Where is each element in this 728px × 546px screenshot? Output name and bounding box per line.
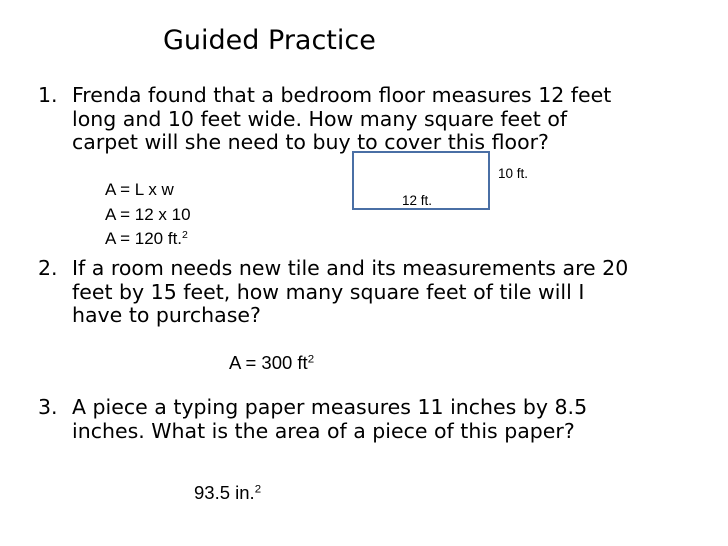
question-number: 3.: [38, 395, 58, 419]
question-number: 2.: [38, 256, 58, 280]
question-text-line: long and 10 feet wide. How many square feet of: [72, 106, 568, 131]
question-1: [38, 84, 611, 155]
substitution-line: A = 12 x 10: [105, 205, 191, 224]
question-number: 1.: [38, 83, 58, 107]
question-text-line: have to purchase?: [72, 303, 261, 327]
slide-title: Guided Practice: [163, 25, 376, 56]
answer-2: [229, 352, 314, 374]
answer-value: A = 300 ft: [229, 352, 308, 373]
question-text-line: A piece a typing paper measures 11 inches by 8.5: [72, 395, 588, 419]
length-label: 12 ft.: [402, 193, 433, 208]
result-line: [105, 229, 188, 249]
square-superscript: 2: [182, 229, 188, 242]
question-text-line: feet by 15 feet, how many square feet of tile will I: [72, 279, 585, 304]
width-label: 10 ft.: [498, 166, 529, 181]
formula-line: A = L x w: [105, 180, 174, 199]
question-text-line: inches. What is the area of a piece of this paper?: [72, 418, 575, 443]
square-superscript: 2: [307, 353, 315, 366]
answer-3: [194, 482, 261, 504]
question-3: [38, 396, 587, 443]
result-value: A = 120 ft.: [105, 229, 183, 248]
question-text-line: If a room needs new tile and its measurements are 20: [72, 256, 629, 280]
question-text-line: carpet will she need to buy to cover this floor?: [72, 130, 549, 154]
question-text-line: Frenda found that a bedroom floor measures 12 feet: [72, 83, 612, 107]
question-2: [38, 257, 628, 328]
answer-value: 93.5 in.: [194, 482, 255, 503]
square-superscript: 2: [254, 483, 262, 496]
